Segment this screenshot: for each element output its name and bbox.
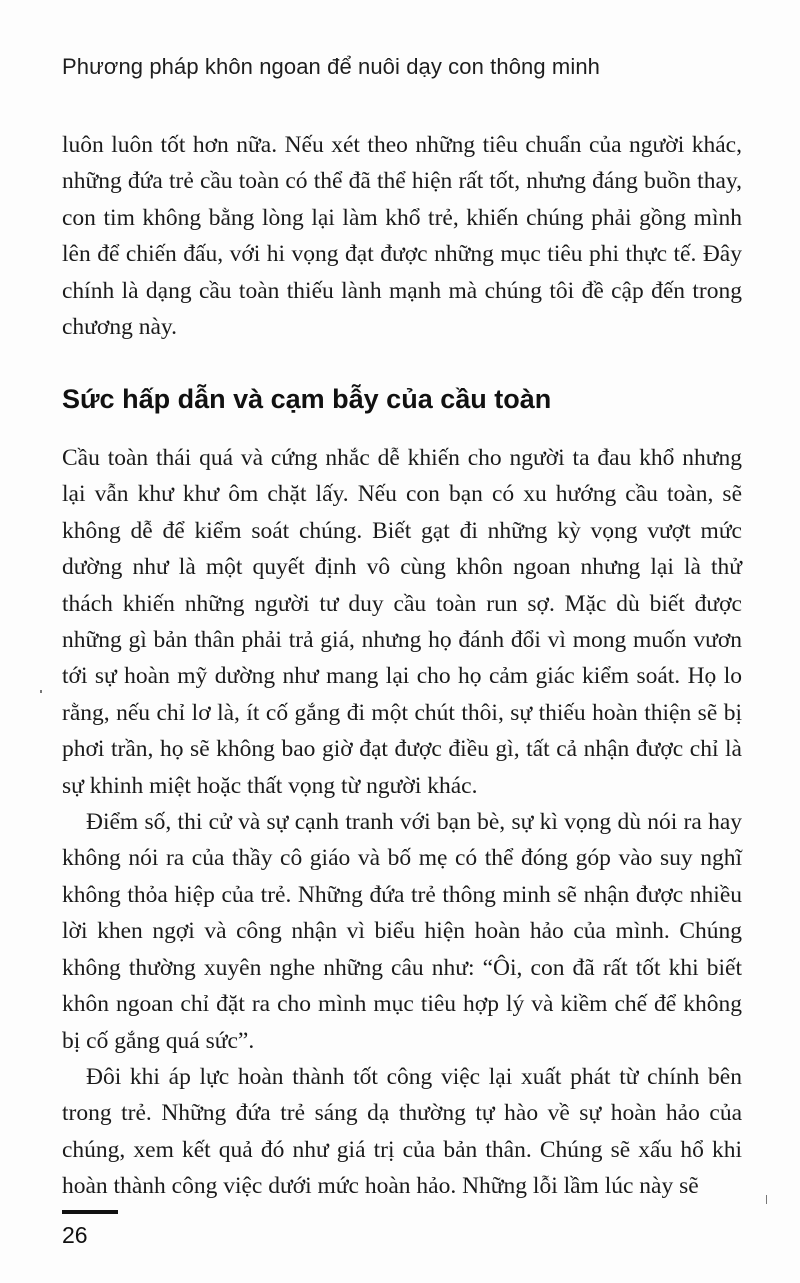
print-speck (766, 1195, 767, 1204)
running-header: Phương pháp khôn ngoan để nuôi dạy con thông minh (62, 54, 601, 79)
page-number: 26 (62, 1222, 88, 1248)
paragraph: Điểm số, thi cử và sự cạnh tranh với bạn bè, sự kì vọng dù nói ra hay không nói ra của thầy cô giáo và bố mẹ có thể đóng góp vào suy nghĩ không thỏa hiệp của trẻ. Những đứa trẻ thông minh sẽ nhận được nhiều lời khen ngợi và công nhận vì biểu hiện hoàn hảo của mình. Chúng không thường xuyên nghe những câu như: “Ôi, con đã rất tốt khi biết khôn ngoan chỉ đặt ra cho mình mục tiêu hợp lý và kiềm chế để không bị cố gắng quá sức”. (62, 809, 742, 1054)
paragraph: Đôi khi áp lực hoàn thành tốt công việc lại xuất phát từ chính bên trong trẻ. Những đứa trẻ sáng dạ thường tự hào về sự hoàn hảo của chúng, xem kết quả đó như giá trị của bản thân. Chúng sẽ xấu hổ khi hoàn thành công việc dưới mức hoàn hảo. Những lỗi lầm lúc này sẽ (62, 1063, 742, 1200)
paragraph: Cầu toàn thái quá và cứng nhắc dễ khiến cho người ta đau khổ nhưng lại vẫn khư khư ôm chặt lấy. Nếu con bạn có xu hướng cầu toàn, sẽ không dễ để kiểm soát chúng. Biết gạt đi những kỳ vọng vượt mức dường như là một quyết định vô cùng khôn ngoan nhưng lại là thử thách khiến những người tư duy cầu toàn run sợ. Mặc dù biết được những gì bản thân phải trả giá, nhưng họ đánh đổi vì mong muốn vươn tới sự hoàn mỹ dường như mang lại cho họ cảm giác kiểm soát. Họ lo rằng, nếu chỉ lơ là, ít cố gắng đi một chút thôi, sự thiếu hoàn thiện sẽ bị phơi trần, họ sẽ không bao giờ đạt được điều gì, tất cả nhận được chỉ là sự khinh miệt hoặc thất vọng từ người khác. (62, 445, 742, 799)
paragraph: luôn luôn tốt hơn nữa. Nếu xét theo những tiêu chuẩn của người khác, những đứa trẻ cầu toàn có thể đã thể hiện rất tốt, nhưng đáng buồn thay, con tim không bằng lòng lại làm khổ trẻ, khiến chúng phải gồng mình lên để chiến đấu, với hi vọng đạt được những mục tiêu phi thực tế. Đây chính là dạng cầu toàn thiếu lành mạnh mà chúng tôi đề cập đến trong chương này. (62, 132, 742, 341)
section-heading: Sức hấp dẫn và cạm bẫy của cầu toàn (62, 384, 552, 414)
footer-rule (62, 1210, 118, 1214)
intro-paragraph-block (62, 127, 742, 345)
print-speck (40, 690, 42, 693)
section-body (62, 440, 742, 1205)
